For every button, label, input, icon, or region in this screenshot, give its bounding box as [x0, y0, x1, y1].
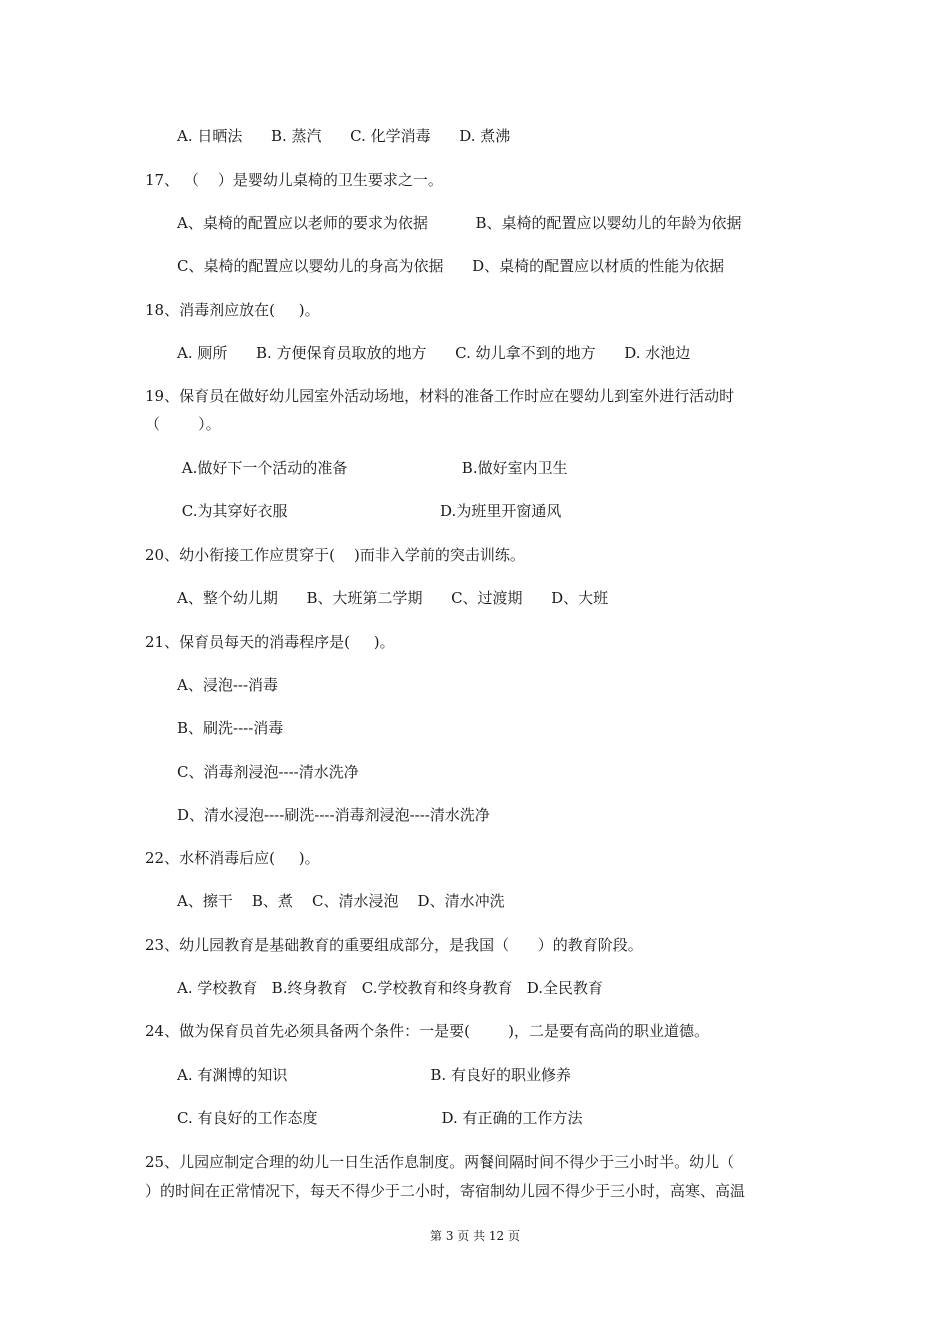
q21-option-c: C、消毒剂浸泡----清水洗净	[177, 763, 359, 781]
q19-options-ab: A.做好下一个活动的准备 B.做好室内卫生	[177, 459, 568, 477]
q16-options: A. 日晒法 B. 蒸汽 C. 化学消毒 D. 煮沸	[177, 127, 511, 145]
q19-stem-cont: （ ）。	[145, 415, 221, 433]
q21-option-a: A、浸泡---消毒	[177, 676, 279, 694]
q21-option-d: D、清水浸泡----刷洗----消毒剂浸泡----清水洗净	[177, 806, 490, 824]
page-footer: 第 3 页 共 12 页	[430, 1229, 520, 1243]
q17-options-ab: A、桌椅的配置应以老师的要求为依据 B、桌椅的配置应以婴幼儿的年龄为依据	[177, 214, 742, 232]
q20-options: A、整个幼儿期 B、大班第二学期 C、过渡期 D、大班	[177, 589, 609, 607]
q24-stem: 24、做为保育员首先必须具备两个条件：一是要( )，二是要有高尚的职业道德。	[145, 1022, 709, 1040]
q19-stem: 19、保育员在做好幼儿园室外活动场地，材料的准备工作时应在婴幼儿到室外进行活动时	[145, 387, 735, 405]
q17-options-cd: C、桌椅的配置应以婴幼儿的身高为依据 D、桌椅的配置应以材质的性能为依据	[177, 257, 725, 275]
q24-options-ab: A. 有渊博的知识 B. 有良好的职业修养	[177, 1066, 571, 1084]
q25-stem: 25、儿园应制定合理的幼儿一日生活作息制度。两餐间隔时间不得少于三小时半。幼儿（	[145, 1153, 735, 1171]
q18-options: A. 厕所 B. 方便保育员取放的地方 C. 幼儿拿不到的地方 D. 水池边	[177, 344, 691, 362]
q18-stem: 18、消毒剂应放在( )。	[145, 301, 320, 319]
q22-stem: 22、水杯消毒后应( )。	[145, 849, 320, 867]
q23-options: A. 学校教育 B.终身教育 C.学校教育和终身教育 D.全民教育	[177, 979, 604, 997]
q21-option-b: B、刷洗----消毒	[177, 719, 284, 737]
q19-options-cd: C.为其穿好衣服 D.为班里开窗通风	[177, 502, 562, 520]
q23-stem: 23、幼儿园教育是基础教育的重要组成部分，是我国（ ）的教育阶段。	[145, 936, 643, 954]
q20-stem: 20、幼小衔接工作应贯穿于( )而非入学前的突击训练。	[145, 546, 525, 564]
q25-stem-cont: ）的时间在正常情况下，每天不得少于二小时，寄宿制幼儿园不得少于三小时，高寒、高温	[145, 1182, 746, 1200]
q24-options-cd: C. 有良好的工作态度 D. 有正确的工作方法	[177, 1109, 583, 1127]
q21-stem: 21、保育员每天的消毒程序是( )。	[145, 633, 395, 651]
q22-options: A、擦干 B、煮 C、清水浸泡 D、清水冲洗	[177, 892, 505, 910]
q17-stem: 17、 （ ）是婴幼儿桌椅的卫生要求之一。	[145, 171, 443, 189]
